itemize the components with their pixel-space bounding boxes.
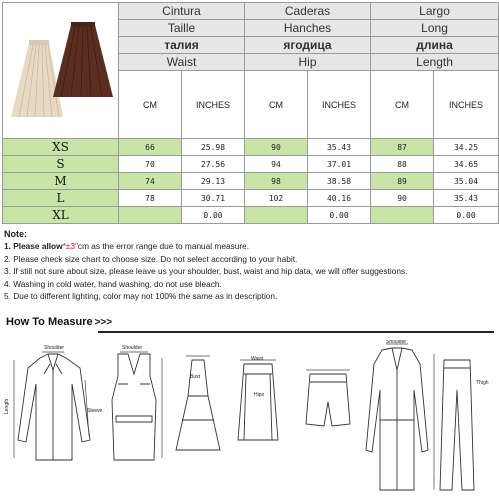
header-length-fr: Long (371, 20, 499, 37)
note-1-bold: 1. Please allow (4, 241, 63, 252)
size-label: XL (3, 207, 119, 224)
skirt-product-image (3, 3, 119, 139)
note-1-rest: cm as the error range due to manual measure. (77, 241, 250, 252)
hips-label: Hips (254, 392, 265, 398)
header-waist-es: Cintura (119, 3, 245, 20)
note-line-2: 2. Please check size chart to choose size. Do not select according to your habit. (4, 253, 298, 264)
note-line-5: 5. Due to different lighting, color may not 100% the same as in description. (4, 291, 278, 302)
size-cell: 90 (245, 139, 308, 156)
how-to-measure-title (6, 316, 112, 328)
thigh-label: Thigh (476, 380, 489, 386)
trousers-figure (440, 360, 474, 490)
header-waist-ru: талия (119, 37, 245, 54)
size-cell: 89 (371, 173, 434, 190)
size-cell: 25.98 (182, 139, 245, 156)
header-hip-ru: ягодица (245, 37, 371, 54)
size-cell: 74 (119, 173, 182, 190)
table-row (3, 139, 499, 156)
size-cell: 29.13 (182, 173, 245, 190)
bust-label: Bust (190, 374, 201, 380)
table-row (3, 190, 499, 207)
header-hip-en: Hip (245, 54, 371, 71)
size-cell: 66 (119, 139, 182, 156)
unit-hip-cm: CM (245, 71, 308, 139)
header-length-en: Length (371, 54, 499, 71)
note-line-1 (4, 240, 494, 252)
size-cell: 27.56 (182, 156, 245, 173)
unit-length-inches: INCHES (434, 71, 499, 139)
size-cell: 0.00 (434, 207, 499, 224)
shoulder-label-3: Shoulder (386, 340, 407, 345)
shoulder-label-1: Shoulder (44, 345, 65, 351)
shorts-figure (306, 374, 350, 426)
vest-figure (112, 354, 156, 460)
size-cell: 102 (245, 190, 308, 207)
size-cell: 35.43 (308, 139, 371, 156)
unit-waist-cm: CM (119, 71, 182, 139)
size-cell: 38.58 (308, 173, 371, 190)
divider (98, 331, 494, 333)
size-cell: 87 (371, 139, 434, 156)
header-waist-en: Waist (119, 54, 245, 71)
size-label: S (3, 156, 119, 173)
notes-title: Note: (4, 229, 27, 239)
table-row (3, 207, 499, 224)
notes-section (4, 228, 494, 302)
unit-length-cm: CM (371, 71, 434, 139)
length-label: Length (4, 398, 10, 414)
size-label: M (3, 173, 119, 190)
skirt-figure (238, 364, 278, 440)
size-cell (371, 207, 434, 224)
measurement-illustrations (0, 340, 499, 500)
size-label: XS (3, 139, 119, 156)
unit-waist-inches: INCHES (182, 71, 245, 139)
blouse-figure (18, 354, 90, 460)
unit-hip-inches: INCHES (308, 71, 371, 139)
header-length-ru: длина (371, 37, 499, 54)
size-cell: 0.00 (308, 207, 371, 224)
note-line-4: 4. Washing in cold water, hand washing, do not use bleach. (4, 278, 222, 289)
size-cell: 88 (371, 156, 434, 173)
shoulder-label-2: Shoulder (122, 345, 143, 351)
size-cell: 90 (371, 190, 434, 207)
size-cell (245, 207, 308, 224)
table-row (3, 156, 499, 173)
size-cell: 70 (119, 156, 182, 173)
pleated-skirts-image (5, 13, 117, 123)
size-cell (119, 207, 182, 224)
header-waist-fr: Taille (119, 20, 245, 37)
size-cell: 35.04 (434, 173, 499, 190)
coat-figure (366, 348, 428, 490)
size-cell: 30.71 (182, 190, 245, 207)
note-1-red: *±3" (62, 241, 78, 252)
arrows-icon: >>> (94, 317, 113, 328)
note-line-3: 3. If still not sure about size, please leave us your shoulder, bust, waist and hip data, we will offer suggestions. (4, 266, 408, 277)
size-label: L (3, 190, 119, 207)
size-cell: 34.65 (434, 156, 499, 173)
size-cell: 35.43 (434, 190, 499, 207)
size-cell: 37.01 (308, 156, 371, 173)
size-cell: 94 (245, 156, 308, 173)
size-cell: 78 (119, 190, 182, 207)
size-cell: 34.25 (434, 139, 499, 156)
size-cell: 98 (245, 173, 308, 190)
table-row (3, 173, 499, 190)
sleeve-label: Sleeve (87, 408, 103, 414)
size-cell: 40.16 (308, 190, 371, 207)
header-length-es: Largo (371, 3, 499, 20)
header-hip-es: Caderas (245, 3, 371, 20)
header-hip-fr: Hanches (245, 20, 371, 37)
waist-label: Waist (251, 356, 264, 362)
size-cell: 0.00 (182, 207, 245, 224)
how-to-measure-text: How To Measure (6, 316, 93, 328)
size-chart-table (2, 2, 499, 224)
